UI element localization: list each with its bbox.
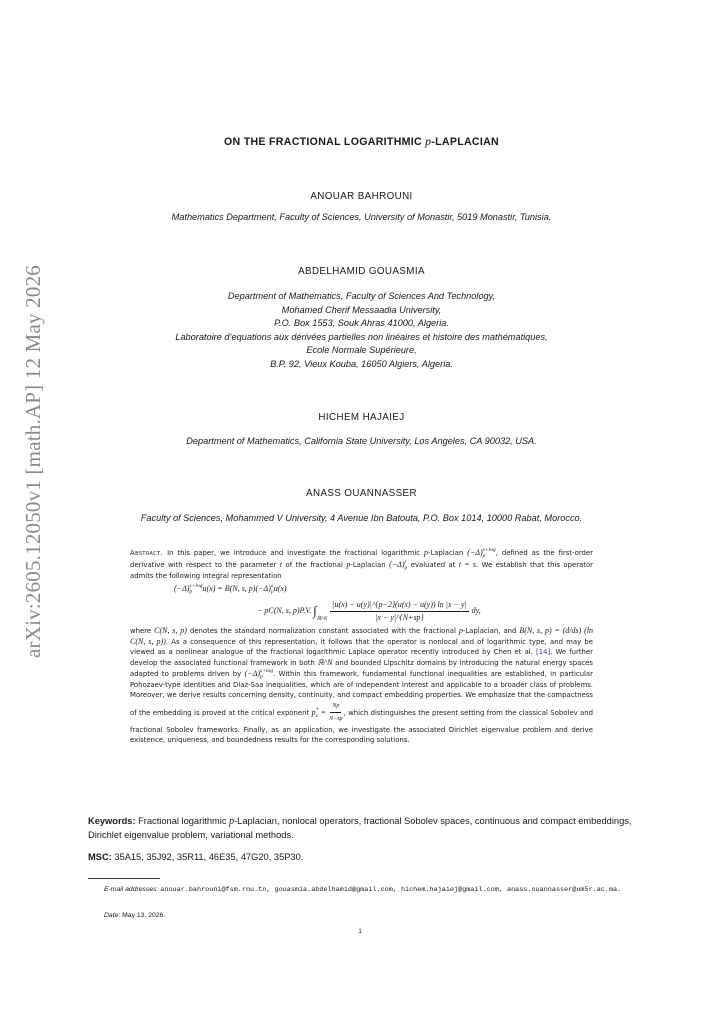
author-name-4: ANASS OUANNASSER <box>306 488 417 499</box>
abstract-paragraph-2: where C(N, s, p) denotes the standard normalization constant associated with the fractional p-Laplacian, and B(N, s, p) = (d/ds) (ln C(N, s, p)). As a consequence of this representation, it follows that the operator is nonlocal and of logarithmic type, and may be viewed as a nonlinear analogue of the fractional logarithmic Laplace operator recently introduced by Chen et al. [14]. We further develop the associated functional framework in both ℝ^N and bounded Lipschitz domains by introducing the natural energy spaces adapted to problems driven by (−Δ) s+log p . Within this framework, fundamental functional inequalities are established, in particular Pohozaev-type identities and Díaz-Saa inequalities, which are of independent interest and applicable to a broader class of problems. Moreover, we derive results concerning density, continuity, and compact embedding properties. We emphasize that the compactness of the embedding is proved at the critical exponent p * s = $\frac{Np}{N-sp}$ , which distinguishes the present setting from the classical Sobolev and fractional Sobolev frameworks. Finally, as an application, we investigate the associated Dirichlet eigenvalue problem and derive existence, uniqueness, and boundedness results for the corresponding solutions. <box>130 626 593 745</box>
abstract <box>130 547 593 745</box>
arxiv-identifier-text: arXiv:2605.12050v1 [math.AP] 12 May 2026 <box>20 264 45 658</box>
author-affiliation-2: Department of Mathematics, Faculty of Sciences And Technology, Mohamed Cherif Messaadia University, P.O. Box 1553, Souk Ahras 41000, Algeria. Laboratoire d’equations aux dérivées partielles non linéaires et histoire des mathématiques, Ecole Normale Supérieure, B.P. 92, Vieux Kouba, 16050 Algiers, Algeria. <box>175 291 548 369</box>
msc-label: MSC: <box>88 852 112 862</box>
author-affiliation-4: Faculty of Sciences, Mohammed V University, 4 Avenue Ibn Batouta, P.O. Box 1014, 10000 Rabat, Morocco. <box>140 513 583 523</box>
email-addresses: anouar.bahrouni@fsm.rnu.tn, gouasmia.abdelhamid@gmail.com, hichem.hajaiej@gmail.com, anass.ouannasser@um5r.ac.ma. <box>160 886 622 894</box>
keywords-label: Keywords: <box>88 816 136 826</box>
author-name-2: ABDELHAMID GOUASMIA <box>298 266 425 277</box>
author-name-3: HICHEM HAJAIEJ <box>318 412 405 423</box>
abstract-heading: Abstract. <box>130 549 164 557</box>
integral-fraction: $\frac{|u(x) - u(y)|\^{}\{p-2\}(u(x) - u(y)) \ln |x - y|}{|x - y|\^{}\{N+sp\}}$ <box>332 599 467 622</box>
equation-line-2: − pC(N, s, p)P.V. ∫ ℝ^N $\frac{|u(x) - u(y)|\^{}\{p-2\}(u(x) - u(y)) \ln |x - y|}{|x - y|\^{}\{N+sp\}}$ dy, <box>257 599 481 622</box>
abstract-paragraph-1: Abstract. In this paper, we introduce and investigate the fractional logarithmic p-Laplacian (−Δ) s+log p , defined as the first-order derivative with respect to the parameter t of the fractional p-Laplacian (−Δ) t p evaluated at t = s. We establish that this operator admits the following integral representation <box>130 547 593 580</box>
author-affiliation-1: Mathematics Department, Faculty of Sciences, University of Monastir, 5019 Monastir, Tunisia. <box>171 212 552 222</box>
integral-sign: ∫ <box>313 603 317 619</box>
page-number: 1 <box>358 928 362 935</box>
footnote-emails: E-mail addresses: anouar.bahrouni@fsm.rnu.tn, gouasmia.abdelhamid@gmail.com, hichem.hajaiej@gmail.com, anass.ouannasser@um5r.ac.ma. <box>104 886 622 894</box>
msc-codes: MSC: 35A15, 35J92, 35R11, 46E35, 47G20, 35P30. <box>88 852 304 862</box>
author-affiliation-3: Department of Mathematics, California State University, Los Angeles, CA 90032, USA. <box>186 436 537 446</box>
email-label: E-mail addresses <box>104 886 157 893</box>
arxiv-identifier-stamp <box>16 264 50 658</box>
footnote-date: Date: May 13, 2026. <box>104 912 166 919</box>
keywords: Keywords: Fractional logarithmic p-Laplacian, nonlocal operators, fractional Sobolev spaces, continuous and compact embeddings, Dirichlet eigenvalue problem, variational methods. <box>88 816 632 840</box>
citation-link-14[interactable]: [14] <box>536 648 551 657</box>
equation-line-1: (−Δ) s+log p u(x) = B(N, s, p)(−Δ) s p u(x) <box>174 583 287 596</box>
footnote-rule <box>88 878 160 879</box>
author-name-1: ANOUAR BAHROUNI <box>310 191 413 202</box>
title-math-p: p <box>425 136 432 148</box>
paper-title: ON THE FRACTIONAL LOGARITHMIC p-LAPLACIAN <box>223 136 500 148</box>
